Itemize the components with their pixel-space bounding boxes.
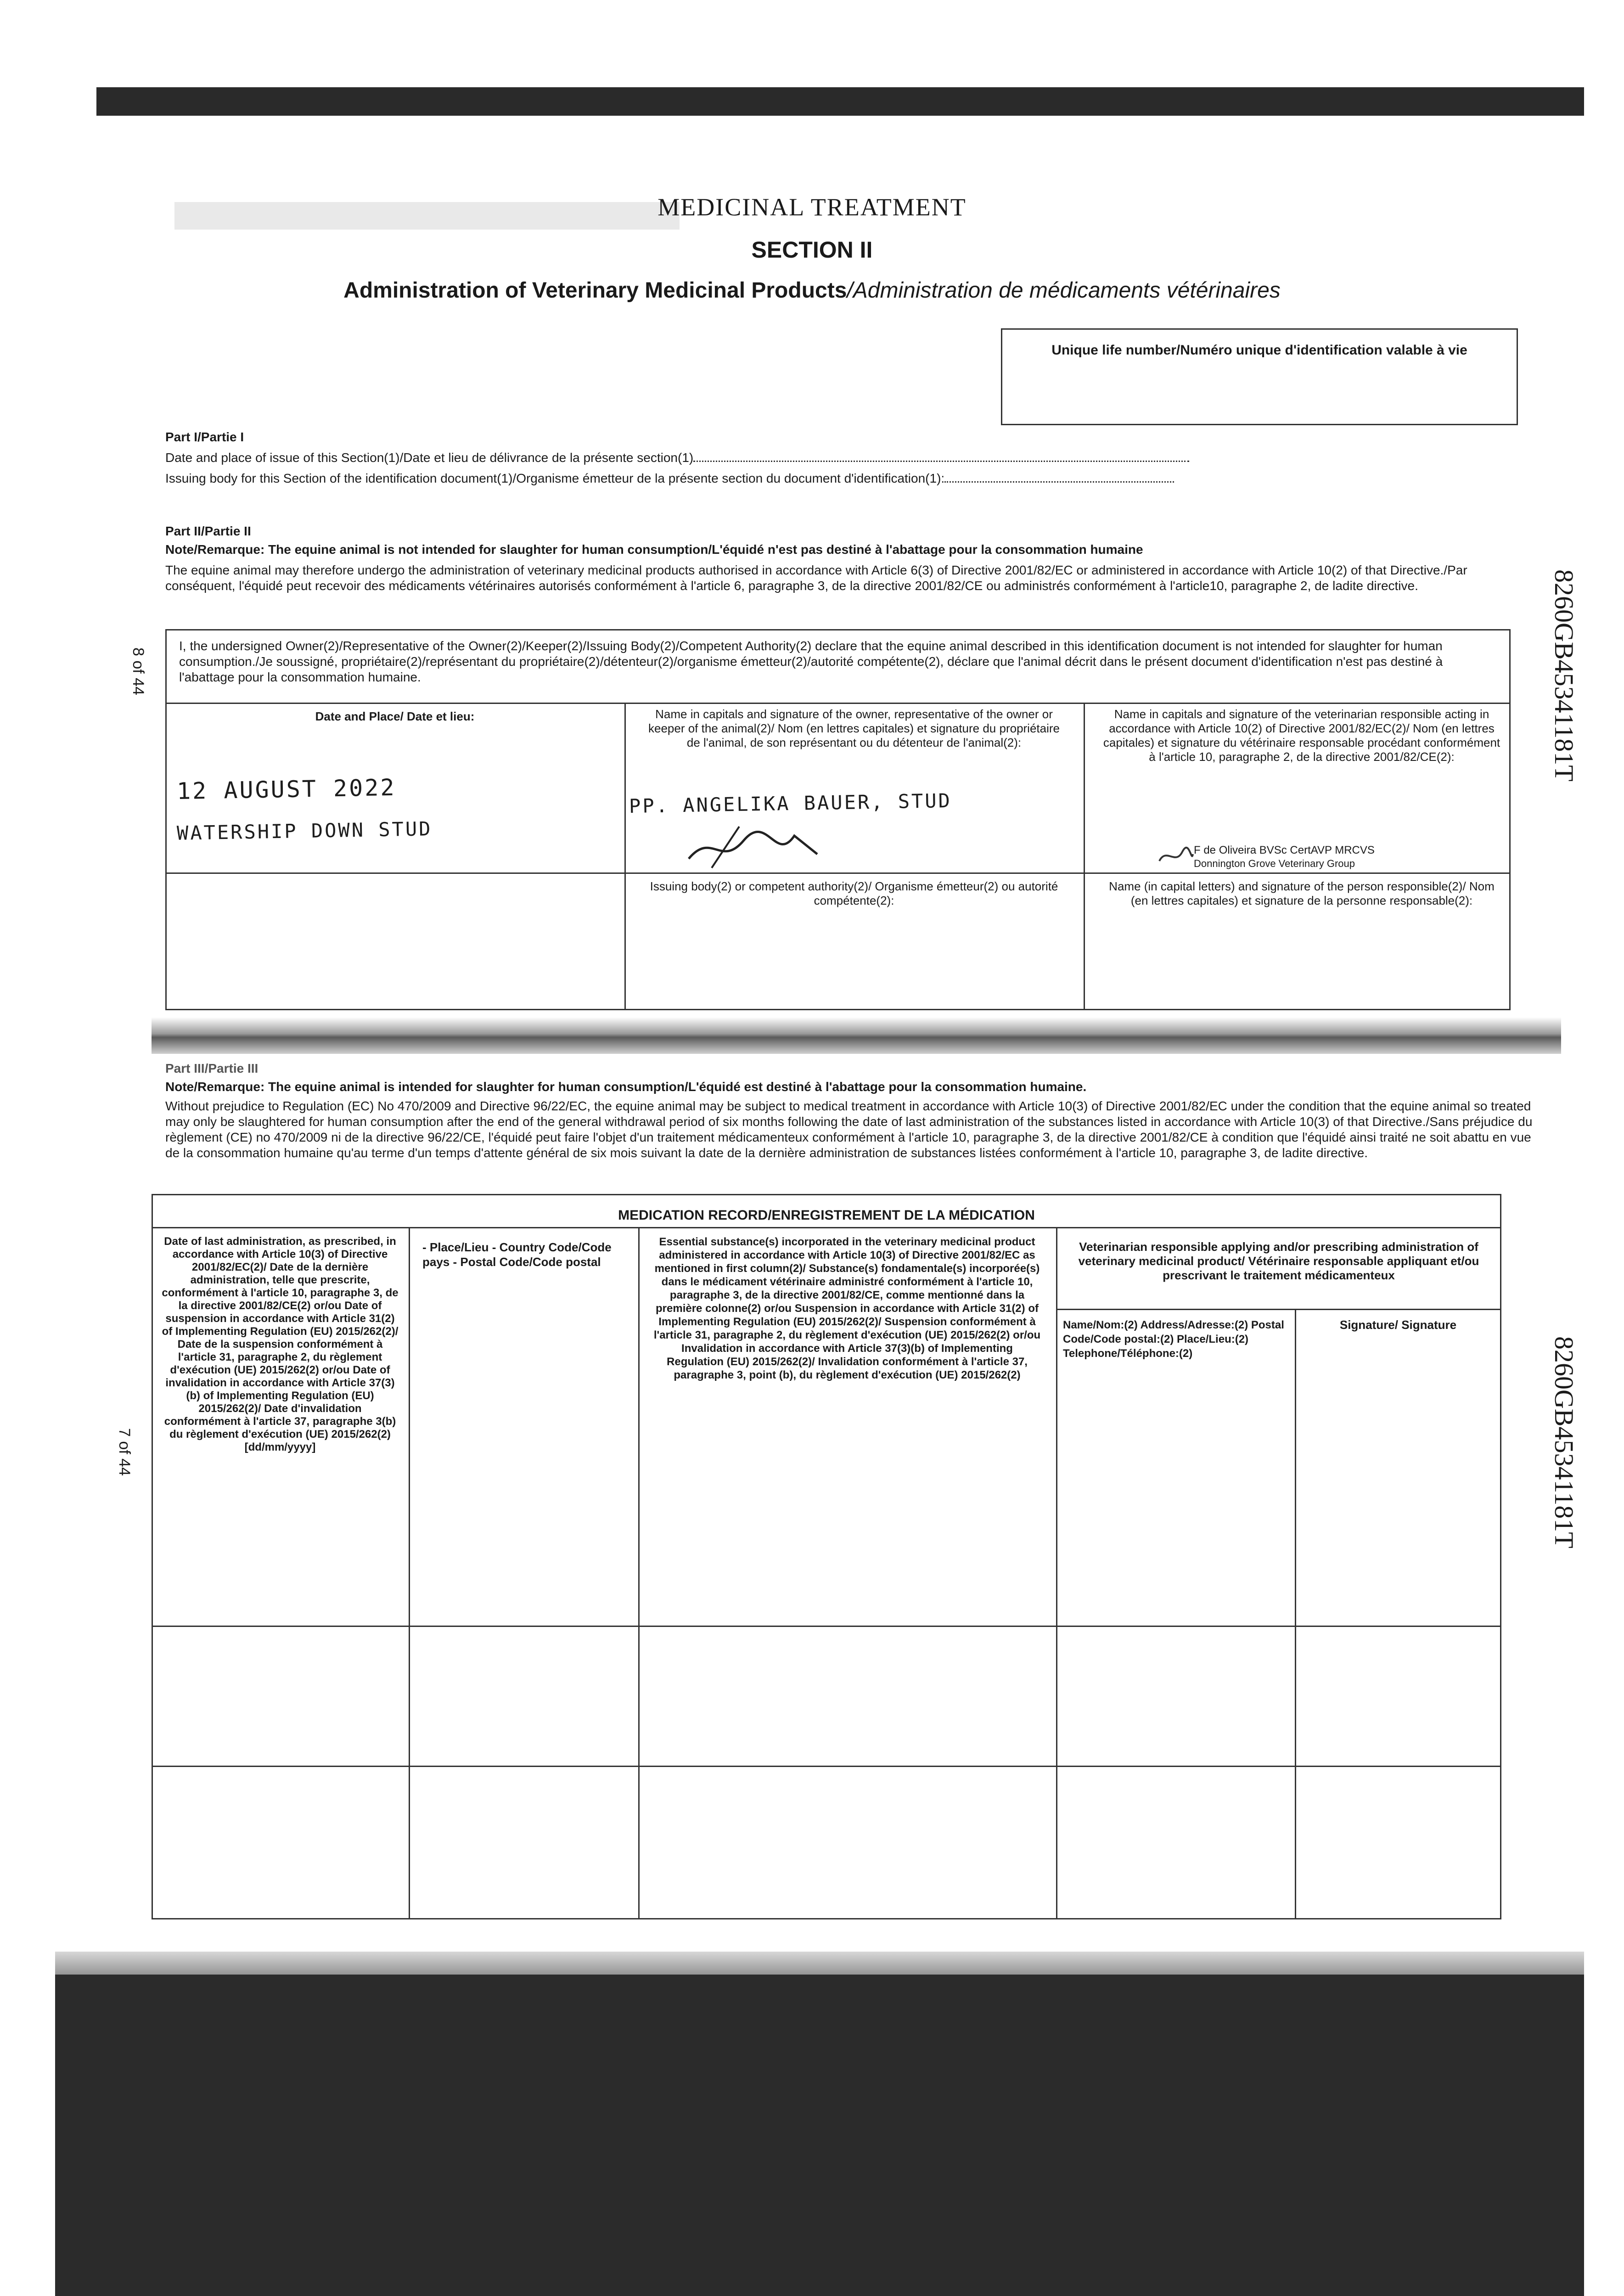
subtitle-fr: /Administration de médicaments vétérinaires <box>847 278 1281 303</box>
part1-issue-date <box>165 450 1299 466</box>
part1-line1-field[interactable] <box>693 461 1189 462</box>
vet-signature-header: Name in capitals and signature of the veterinarian responsible acting in accordance with Article 10(2) of Directive 2001/82/EC(2)/ Nom (en lettres capitales) et signature du vétérinaire responsable procédant conformément à l'article 10, paragraphe 2, de la directive 2001/82/CE(2): <box>1103 707 1500 764</box>
part2-heading: Part II/Partie II <box>165 524 251 538</box>
owner-signature-icon <box>684 822 822 872</box>
handwritten-date: 12 AUGUST 2022 <box>176 774 396 805</box>
scan-border-bottom <box>55 1975 1584 2296</box>
part3-paragraph: Without prejudice to Regulation (EC) No 470/2009 and Directive 96/22/EC, the equine animal may be subject to medical treatment in accordance with Article 10(3) of Directive 2001/82/EC under the condition that the equine animal so treated may only be slaughtered for human consumption after the end of the general withdrawal period of six months following the date of last administration of the substances listed in accordance with Article 10(3) of that Directive./Sans préjudice du règlement (CE) no 470/2009 ni de la directive 96/22/CE, l'équidé peut faire l'objet d'un traitement médicamenteux conformément à l'article 10, paragraphe 3, de la directive 2001/82/CE à condition que l'équidé ainsi traité ne soit abattu en vue de la consommation humaine qu'au terme d'un temps d'attente général de six mois suivant la date de la dernière administration de substances listées conformément à l'article 10, paragraphe 3, de ladite directive. <box>165 1099 1533 1160</box>
subtitle-en: Administration of Veterinary Medicinal Products <box>343 278 847 303</box>
document-title: MEDICINAL TREATMENT <box>657 193 967 221</box>
section-title: SECTION II <box>751 237 873 263</box>
reference-number-bottom: 8260GB45341181T <box>1549 1336 1579 1548</box>
rule <box>1084 703 1085 1010</box>
rule <box>152 1626 1501 1627</box>
rule <box>1056 1309 1501 1310</box>
handwritten-place: WATERSHIP DOWN STUD <box>176 817 433 844</box>
rule <box>409 1227 410 1919</box>
vet-details-header: Name/Nom:(2) Address/Adresse:(2) Postal Code/Code postal:(2) Place/Lieu:(2) Telephone/Téléphone:(2) <box>1063 1319 1284 1360</box>
place-header: - Place/Lieu - Country Code/Code pays - Postal Code/Code postal <box>422 1240 612 1269</box>
medication-record-title: MEDICATION RECORD/ENREGISTREMENT DE LA MÉDICATION <box>618 1208 1035 1223</box>
part1-line2-field[interactable] <box>944 481 1174 483</box>
responsible-person-header: Name (in capital letters) and signature of the person responsible(2)/ Nom (en lettres capitales) et signature de la personne responsable(2): <box>1109 879 1495 907</box>
issuing-body-header: Issuing body(2) or competent authority(2)/ Organisme émetteur(2) ou autorité compétente(2): <box>650 879 1058 907</box>
rule <box>638 1227 640 1919</box>
last-administration-date-header: Date of last administration, as prescribed, in accordance with Article 10(3) of Directive 2001/82/EC(2)/ Date de la dernière administration, telle que prescrite, conformément à l'article 10, paragraphe 3, de la directive 2001/82/CE(2) or/ou Date of suspension in accordance with Article 31(2) of Implementing Regulation (EU) 2015/262(2)/ Date de la suspension conformément à l'article 31, paragraphe 2, du règlement d'exécution (UE) 2015/262(2) or/ou Date of invalidation in accordance with Article 37(3)(b) of Implementing Regulation (EU) 2015/262(2)/ Date d'invalidation conformément à l'article 37, paragraphe 3(b) du règlement d'exécution (UE) 2015/262(2) [dd/mm/yyyy] <box>162 1235 399 1453</box>
rule <box>152 1227 1501 1228</box>
rule <box>1295 1309 1296 1919</box>
vet-stamp-name: F de Oliveira BVSc CertAVP MRCVS <box>1194 844 1375 856</box>
part1-issuing-body <box>165 471 1405 486</box>
page-number-bottom: 7 of 44 <box>116 1428 133 1476</box>
part2-paragraph: The equine animal may therefore undergo the administration of veterinary medicinal products authorised in accordance with Article 6(3) of Directive 2001/82/EC or administered in accordance with Article 10(2) of that Directive./Par conséquent, l'équidé peut recevoir des médicaments vétérinaires autorisés conformément à l'article 6, paragraphe 3, de la directive 2001/82/CE ou administrés conformément à l'article10, paragraphe 2, de ladite directive. <box>165 563 1467 593</box>
essential-substance-header: Essential substance(s) incorporated in the veterinary medicinal product administered in accordance with Article 10(3) of Directive 2001/82/EC as mentioned in first column(2)/ Substance(s) fondamentale(s) incorporée(s) dans le médicament vétérinaire administré conformément à l'article 10, paragraphe 3, de la directive 2001/82/CE, comme mentionné dans la première colonne(2) or/ou Suspension in accordance with Article 31(2) of Implementing Regulation (EU) 2015/262(2)/ Suspension conformément à l'article 31, paragraphe 2, du règlement d'exécution (UE) 2015/262(2) or/ou Invalidation in accordance with Article 37(3)(b) of Implementing Regulation (EU) 2015/262(2)/ Invalidation conformément à l'article 37, paragraphe 3, point (b), du règlement d'exécution (UE) 2015/262(2) <box>653 1236 1041 1381</box>
rule <box>1056 1227 1057 1919</box>
unique-life-number-box[interactable] <box>1001 328 1518 425</box>
rule <box>165 703 1511 704</box>
vet-stamp-practice: Donnington Grove Veterinary Group <box>1194 858 1355 869</box>
part1-heading: Part I/Partie I <box>165 430 244 444</box>
part1-line2: Issuing body for this Section of the identification document(1)/Organisme émetteur de la présente section du document d'identification(1): <box>165 471 945 485</box>
vet-signature-column-header: Signature/ Signature <box>1339 1318 1457 1332</box>
rule <box>165 872 1511 874</box>
part3-note: Note/Remarque: The equine animal is intended for slaughter for human consumption/L'équidé est destiné à l'abattage pour la consommation humaine. <box>165 1080 1087 1094</box>
part2-note: Note/Remarque: The equine animal is not intended for slaughter for human consumption/L'équidé n'est pas destiné à l'abattage pour la consommation humaine <box>165 542 1143 557</box>
part2-declaration: I, the undersigned Owner(2)/Representative of the Owner(2)/Keeper(2)/Issuing Body(2)/Competent Authority(2) declare that the equine animal described in this identification document is not intended for slaughter for human consumption./Je soussigné, propriétaire(2)/représentant du propriétaire(2)/détenteur(2)/organisme émetteur(2)/autorité compétente(2), déclare que l'animal décrit dans le présent document d'identification n'est pas destiné à l'abattage pour la consommation humaine. <box>179 639 1443 684</box>
page-fold-shadow <box>152 1017 1561 1054</box>
veterinarian-header: Veterinarian responsible applying and/or prescribing administration of veterinary medicinal product/ Vétérinaire responsable appliquant et/ou prescrivant le traitement médicamenteux <box>1078 1240 1479 1282</box>
part3-heading: Part III/Partie III <box>165 1061 258 1075</box>
rule <box>152 1766 1501 1767</box>
scan-border-top <box>96 87 1584 116</box>
reference-number-top: 8260GB45341181T <box>1549 569 1579 782</box>
vet-signature-icon <box>1157 845 1194 868</box>
owner-signature-header: Name in capitals and signature of the owner, representative of the owner or keeper of the animal(2)/ Nom (en lettres capitales) et signature du propriétaire de l'animal, de son représentant ou du détenteur de l'animal(2): <box>648 707 1060 749</box>
rule <box>624 703 626 1010</box>
section-subtitle <box>0 278 1624 303</box>
handwritten-owner-name: PP. ANGELIKA BAUER, STUD <box>629 789 952 818</box>
uln-label: Unique life number/Numéro unique d'identification valable à vie <box>1051 343 1467 358</box>
page-number-top: 8 of 44 <box>129 647 147 695</box>
part1-line1: Date and place of issue of this Section(1)/Date et lieu de délivrance de la présente section(1) <box>165 450 694 465</box>
date-place-header: Date and Place/ Date et lieu: <box>315 709 475 723</box>
